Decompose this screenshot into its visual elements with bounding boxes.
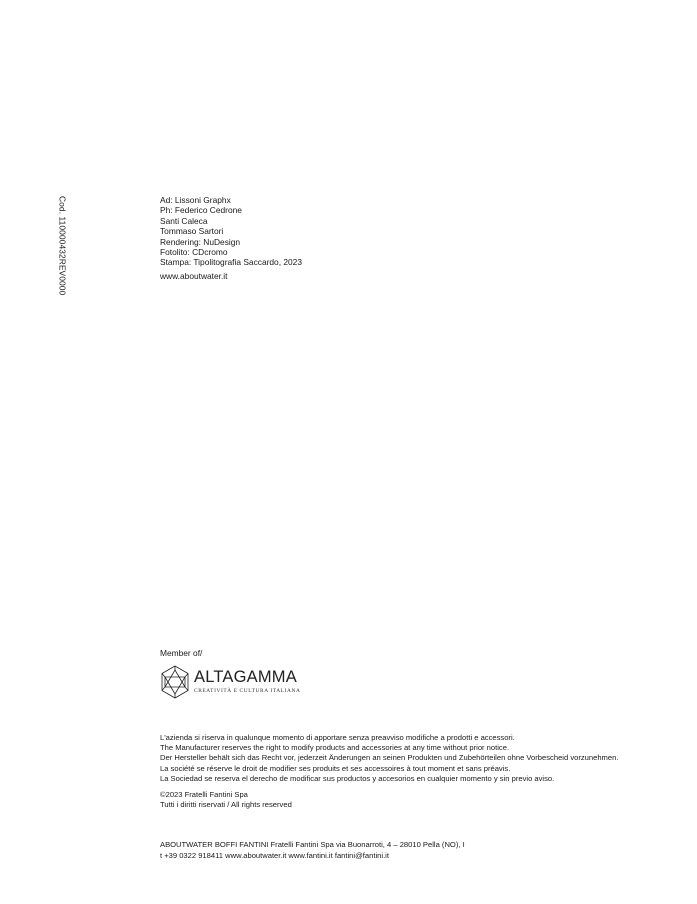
company-address <box>160 840 465 861</box>
website-link[interactable]: www.aboutwater.it <box>160 271 228 281</box>
credit-line: Ph: Federico Cedrone <box>160 205 242 216</box>
credits-list <box>160 195 302 268</box>
credit-line: Stampa: Tipolitografia Saccardo, 2023 <box>160 257 302 268</box>
disclaimer <box>160 733 618 784</box>
disclaimer-line: Der Hersteller behält sich das Recht vor, jederzeit Änderungen an seinen Produkten und Zubehörteilen ohne Vorbescheid vorzunehmen. <box>160 753 619 763</box>
member-label: Member of/ <box>160 648 203 658</box>
copyright-line: ©2023 Fratelli Fantini Spa <box>160 790 248 799</box>
address-line: ABOUTWATER BOFFI FANTINI Fratelli Fantini Spa via Buonarroti, 4 – 28010 Pella (NO), I <box>160 840 465 849</box>
credit-line: Santi Caleca <box>160 215 208 226</box>
disclaimer-line: L'azienda si riserva in qualunque momento di apportare senza preavviso modifiche a prodotti e accessori. <box>160 733 515 742</box>
credit-line: Rendering: NuDesign <box>160 236 241 247</box>
disclaimer-line: La Sociedad se reserva el derecho de modificar sus productos y accesorios en cualquier momento y sin previo aviso. <box>160 773 555 783</box>
disclaimer-line: La société se réserve le droit de modifier ses produits et ses accessoires à tout moment et sans préavis. <box>160 763 511 773</box>
geometric-polyhedron-icon <box>160 665 190 699</box>
credit-line: Fotolito: CDcromo <box>160 247 228 258</box>
copyright <box>160 790 292 810</box>
altagamma-logo <box>160 665 300 701</box>
copyright-line: Tutti i diritti riservati / All rights reserved <box>160 800 292 810</box>
credit-line: Ad: Lissoni Graphx <box>160 195 231 205</box>
product-code: Cod. 110000432REV0000 <box>57 196 68 296</box>
logo-name: ALTAGAMMA <box>194 668 297 686</box>
contact-line: t +39 0322 918411 www.aboutwater.it www.fantini.it fantini@fantini.it <box>160 850 389 860</box>
credit-line: Tommaso Sartori <box>160 226 224 237</box>
logo-tagline: CREATIVITÀ E CULTURA ITALIANA <box>194 688 301 694</box>
disclaimer-line: The Manufacturer reserves the right to modify products and accessories at any time without prior notice. <box>160 743 510 753</box>
